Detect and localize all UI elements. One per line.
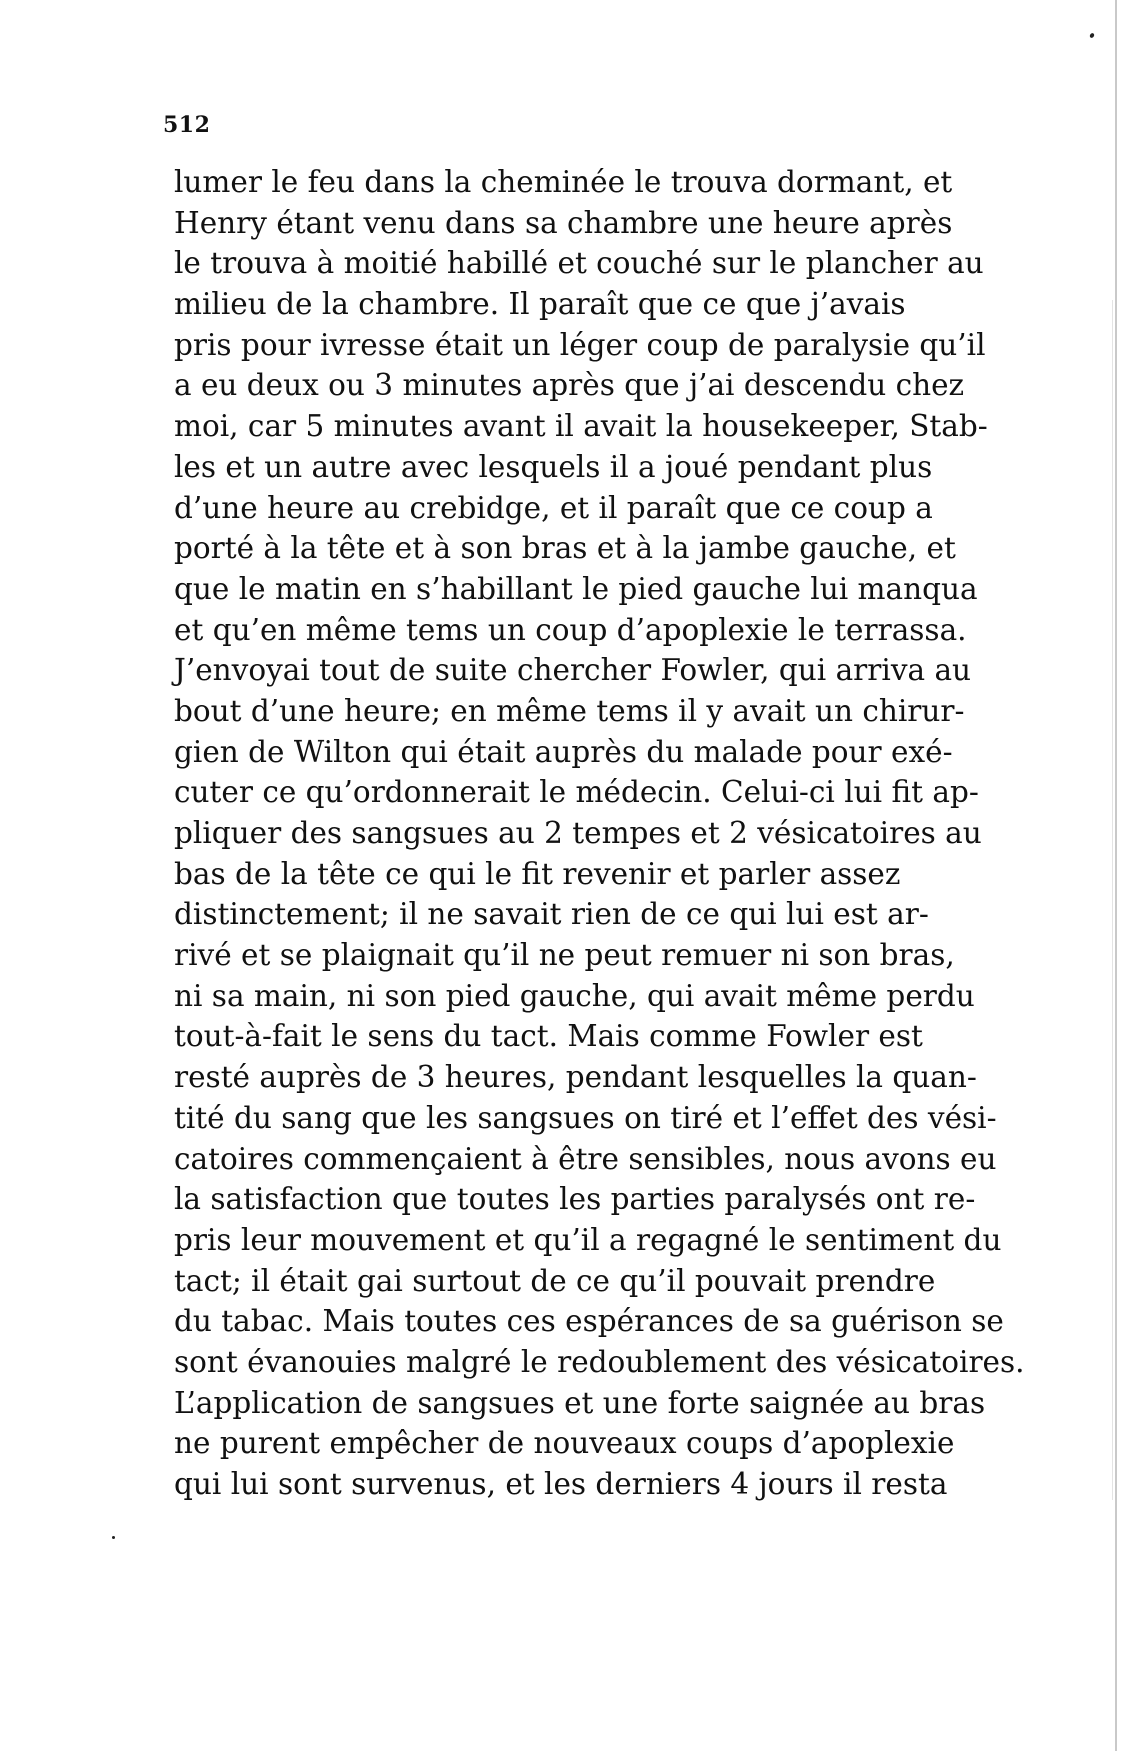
text-line: moi, car 5 minutes avant il avait la housekeeper, Stab-	[174, 409, 988, 444]
text-line: pris pour ivresse était un léger coup de paralysie qu’il	[174, 327, 986, 362]
text-line: pliquer des sangsues au 2 tempes et 2 vésicatoires au	[174, 816, 982, 850]
text-line: J’envoyai tout de suite chercher Fowler, qui arriva au	[174, 653, 972, 688]
text-line: le trouva à moitié habillé et couché sur le plancher au	[174, 246, 984, 281]
text-line: L’application de sangsues et une forte saignée au bras	[174, 1385, 986, 1420]
text-line: porté à la tête et à son bras et à la jambe gauche, et	[174, 531, 956, 566]
text-line: milieu de la chambre. Il paraît que ce que j’avais	[174, 287, 906, 322]
text-line: gien de Wilton qui était auprès du malade pour exé-	[174, 734, 953, 769]
text-line: tité du sang que les sangsues on tiré et l’effet des vési-	[174, 1100, 997, 1135]
text-line: ni sa main, ni son pied gauche, qui avait même perdu	[174, 978, 975, 1013]
text-line: distinctement; il ne savait rien de ce qui lui est ar-	[174, 897, 929, 932]
text-line: les et un autre avec lesquels il a joué pendant plus	[174, 449, 933, 484]
body-text	[174, 162, 1025, 1505]
text-line: bas de la tête ce qui le fit revenir et parler assez	[174, 856, 901, 891]
page-edge-line	[1115, 0, 1117, 1751]
text-line: cuter ce qu’ordonnerait le médecin. Celui-ci lui fit ap-	[174, 775, 979, 810]
text-line: catoires commençaient à être sensibles, nous avons eu	[174, 1141, 997, 1176]
text-line: lumer le feu dans la cheminée le trouva dormant, et	[174, 165, 953, 199]
text-line: qui lui sont survenus, et les derniers 4 jours il resta	[174, 1467, 948, 1501]
text-line: pris leur mouvement et qu’il a regagné le sentiment du	[174, 1222, 1002, 1257]
text-line: la satisfaction que toutes les parties paralysés ont re-	[174, 1182, 976, 1217]
text-line: Henry étant venu dans sa chambre une heure après	[174, 205, 953, 240]
page-number: 512	[163, 112, 211, 138]
text-line: ne purent empêcher de nouveaux coups d’apoplexie	[174, 1426, 955, 1461]
ink-speck	[112, 1536, 115, 1539]
text-line: et qu’en même tems un coup d’apoplexie le terrassa.	[174, 612, 967, 647]
ink-speck	[1089, 32, 1095, 38]
page-edge-shadow	[1112, 300, 1113, 1500]
text-line: a eu deux ou 3 minutes après que j’ai descendu chez	[174, 368, 965, 403]
text-line: resté auprès de 3 heures, pendant lesquelles la quan-	[174, 1060, 977, 1095]
text-line: rivé et se plaignait qu’il ne peut remuer ni son bras,	[174, 938, 955, 973]
text-line: bout d’une heure; en même tems il y avait un chirur-	[174, 693, 965, 728]
text-line: tact; il était gai surtout de ce qu’il pouvait prendre	[174, 1263, 936, 1298]
text-line: tout-à-fait le sens du tact. Mais comme Fowler est	[174, 1019, 923, 1054]
text-line: que le matin en s’habillant le pied gauche lui manqua	[174, 571, 978, 606]
text-line: d’une heure au crebidge, et il paraît que ce coup a	[174, 490, 933, 525]
text-line: sont évanouies malgré le redoublement des vésicatoires.	[174, 1344, 1025, 1379]
text-line: du tabac. Mais toutes ces espérances de sa guérison se	[174, 1304, 1004, 1339]
